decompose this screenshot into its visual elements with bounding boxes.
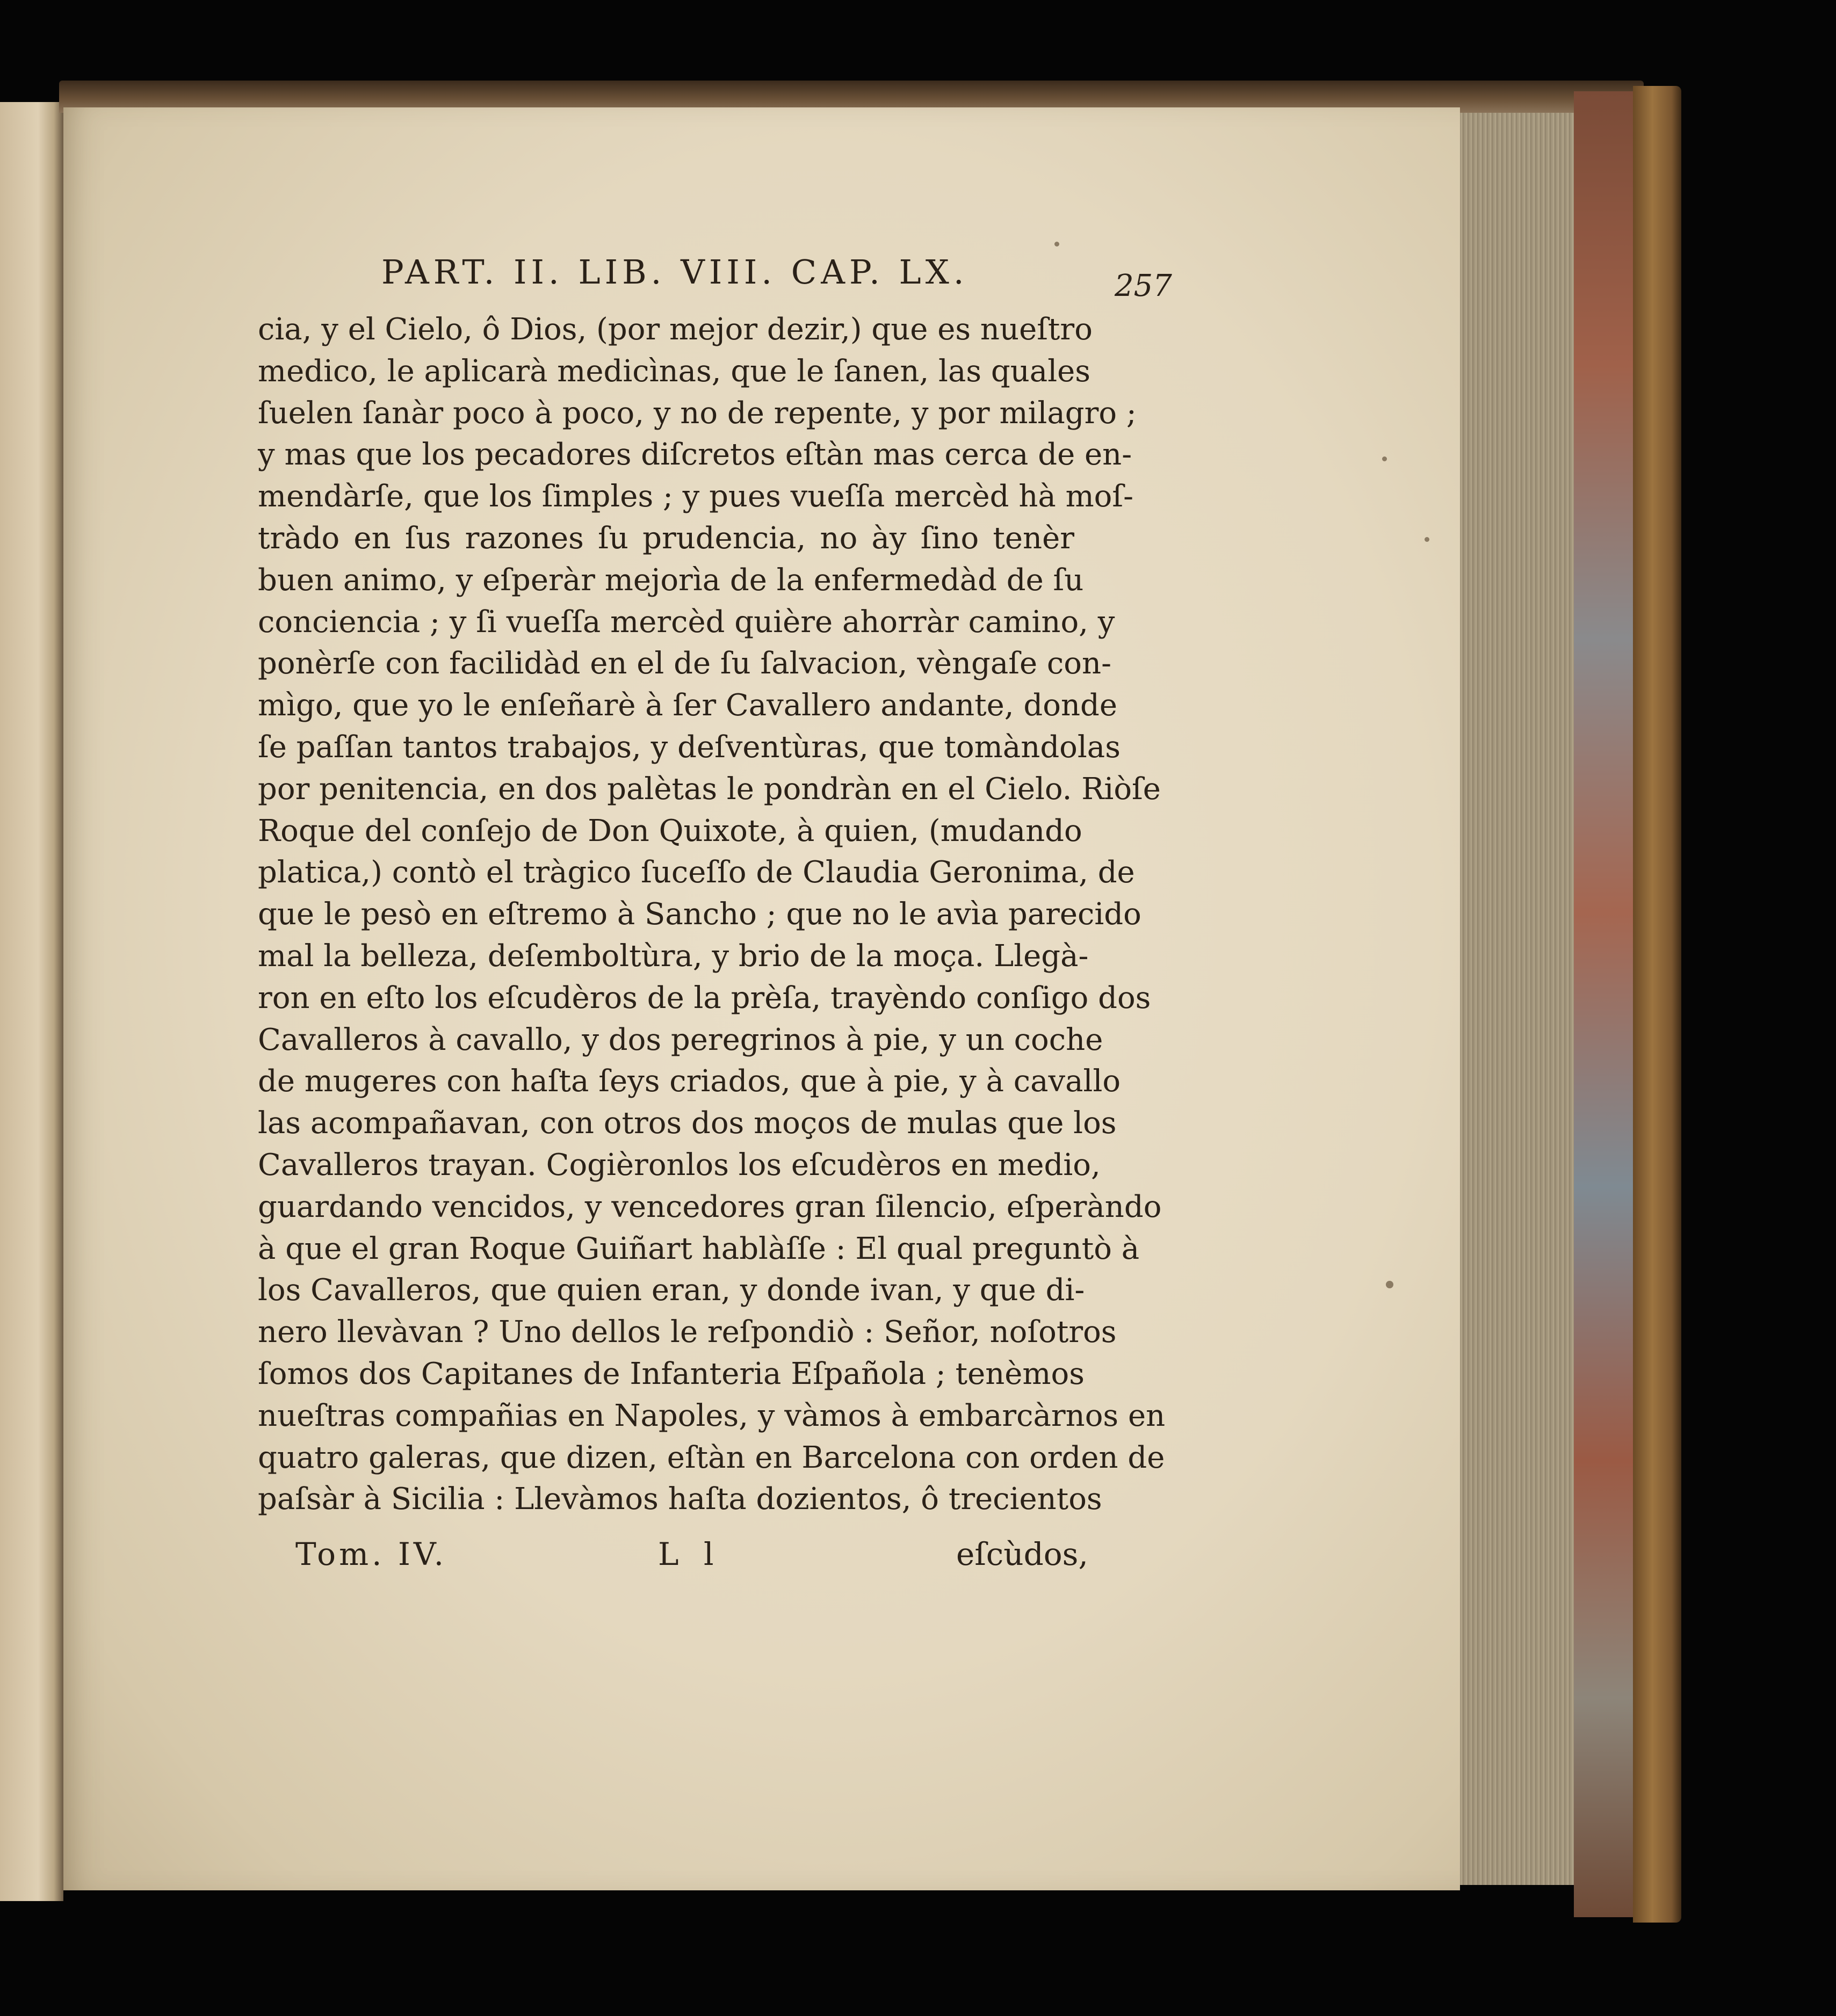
text-line: de mugeres con haſta ſeys criados, que à pie, y à cavallo — [258, 1064, 1121, 1099]
volume-label: Tom. IV. — [295, 1536, 447, 1572]
text-line: medico, le aplicarà medicìnas, que le ſanen, las quales — [258, 353, 1090, 389]
paper-speck — [1425, 537, 1429, 542]
text-line: Cavalleros à cavallo, y dos peregrinos à pie, y un coche — [258, 1022, 1103, 1057]
text-line: por penitencia, en dos palètas le pondràn en el Cielo. Riòſe — [258, 771, 1161, 807]
catchword: eſcùdos, — [956, 1536, 1088, 1572]
paper-speck — [1386, 1281, 1393, 1288]
text-line: guardando vencidos, y vencedores gran ſilencio, eſperàndo — [258, 1189, 1162, 1224]
text-line: ponèrſe con facilidàd en el de ſu ſalvacion, vèngaſe con- — [258, 646, 1111, 681]
running-header: PART. II. LIB. VIII. CAP. LX. — [381, 252, 968, 292]
text-line: ſomos dos Capitanes de Infanteria Eſpañola ; tenèmos — [258, 1356, 1085, 1391]
text-line: Roque del conſejo de Don Quixote, à quien, (mudando — [258, 813, 1082, 849]
text-line: mìgo, que yo le enſeñarè à ſer Cavallero andante, donde — [258, 688, 1118, 723]
page-block-edges — [1450, 113, 1579, 1885]
text-line: mendàrſe, que los ſimples ; y pues vueſſa mercèd hà moſ- — [258, 479, 1134, 514]
text-line: y mas que los pecadores diſcretos eſtàn mas cerca de en- — [258, 437, 1132, 473]
text-line: nero llevàvan ? Uno dellos le reſpondiò : Señor, noſotros — [258, 1315, 1117, 1350]
page-number: 257 — [1115, 269, 1172, 303]
text-line: que le pesò en eſtremo à Sancho ; que no le avìa parecido — [258, 897, 1141, 932]
text-line: nueſtras compañias en Napoles, y vàmos à embarcàrnos en — [258, 1398, 1166, 1433]
marbled-cover-edge — [1574, 91, 1638, 1917]
paper-speck — [1054, 242, 1059, 246]
text-line: los Cavalleros, que quien eran, y donde ivan, y que di- — [258, 1273, 1085, 1308]
text-line: ron en eſto los eſcudèros de la prèſa, trayèndo conſigo dos — [258, 980, 1151, 1016]
facing-page-edge — [0, 102, 63, 1901]
text-line: quatro galeras, que dizen, eſtàn en Barcelona con orden de — [258, 1440, 1165, 1475]
text-line: las acompañavan, con otros dos moços de mulas que los — [258, 1106, 1117, 1141]
signature-mark: L l — [658, 1536, 721, 1572]
leather-spine — [1633, 86, 1681, 1923]
paper-speck — [1382, 456, 1387, 461]
text-line: conciencia ; y ſi vueſſa mercèd quière ahorràr camino, y — [258, 604, 1115, 640]
text-line: cia, y el Cielo, ô Dios, (por mejor dezir,) que es nueſtro — [258, 312, 1093, 347]
text-line: Cavalleros trayan. Cogièronlos los eſcudèros en medio, — [258, 1147, 1101, 1183]
text-line: mal la belleza, deſemboltùra, y brio de la moça. Llegà- — [258, 938, 1089, 974]
text-line: paſsàr à Sicilia : Llevàmos haſta dozientos, ô trecientos — [258, 1482, 1102, 1517]
body-text — [258, 309, 1166, 1520]
text-line: platica,) contò el tràgico ſuceſſo de Claudia Geronima, de — [258, 855, 1135, 890]
text-line: ſe paſſan tantos trabajos, y deſventùras, que tomàndolas — [258, 729, 1121, 765]
text-line: tràdo en ſus razones ſu prudencia, no ày ſino tenèr — [258, 520, 1074, 556]
text-line: à que el gran Roque Guiñart hablàſſe : El qual preguntò à — [258, 1231, 1140, 1266]
text-line: ſuelen ſanàr poco à poco, y no de repente, y por milagro ; — [258, 395, 1137, 431]
text-line: buen animo, y eſperàr mejorìa de la enfermedàd de ſu — [258, 562, 1084, 598]
